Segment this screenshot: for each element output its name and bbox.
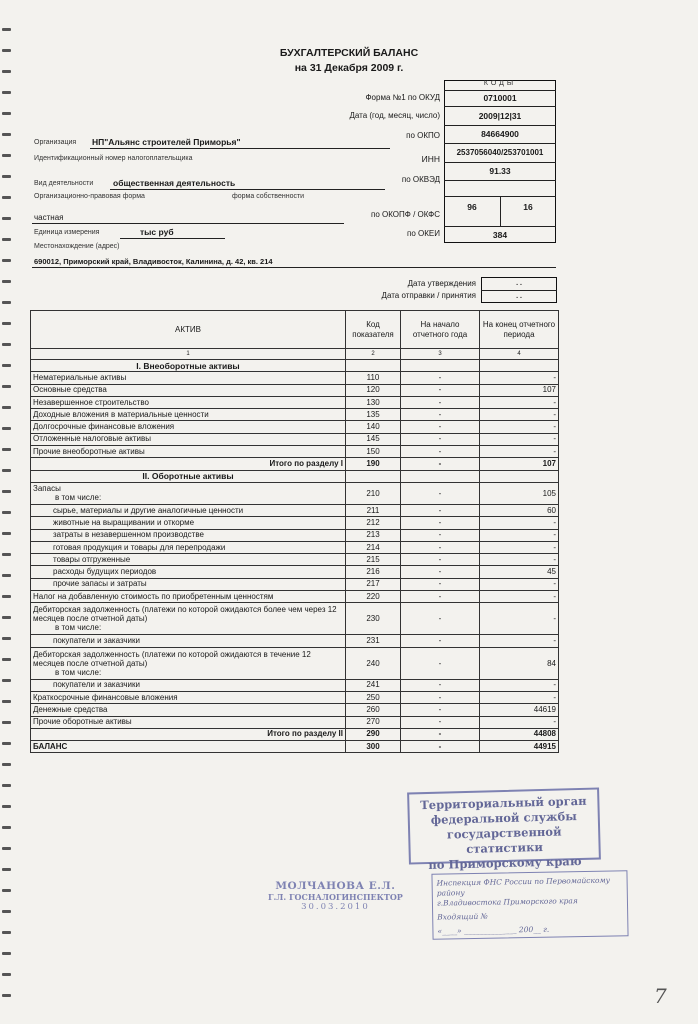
row-label-text: Краткосрочные финансовые вложения: [33, 692, 178, 702]
binding-hole: [2, 658, 11, 661]
inspector-name: МОЛЧАНОВА Е.Л.: [275, 880, 396, 892]
binding-hole: [2, 994, 11, 997]
row-end-value: 44808: [480, 728, 559, 740]
approve-date-label: Дата утверждения: [407, 279, 476, 288]
table-row: [31, 482, 559, 504]
row-label-text: Основные средства: [33, 385, 107, 395]
table-row: [31, 504, 559, 516]
okpo-value: 84664900: [481, 129, 519, 139]
binding-hole: [2, 364, 11, 367]
row-start-value: -: [401, 372, 480, 384]
row-label: [31, 409, 346, 421]
row-label: [31, 566, 346, 578]
row-label-text: готовая продукция и товары для перепродажи: [53, 542, 226, 552]
row-label-text: Доходные вложения в материальные ценности: [33, 409, 209, 419]
row-code: 231: [346, 635, 401, 647]
binding-hole: [2, 91, 11, 94]
row-start-value: -: [401, 541, 480, 553]
row-start-value: -: [401, 578, 480, 590]
row-label-text: I. Внеоборотные активы: [136, 360, 240, 371]
row-label: [31, 591, 346, 603]
row-label: [31, 716, 346, 728]
row-end-value: -: [480, 372, 559, 384]
row-code: 140: [346, 421, 401, 433]
row-end-value: -: [480, 554, 559, 566]
binding-hole: [2, 259, 11, 262]
row-label: [31, 704, 346, 716]
row-start-value: -: [401, 716, 480, 728]
table-row: [31, 421, 559, 433]
rosstat-stamp-line: Территориальный орган: [420, 793, 587, 813]
okopf-value: 96: [467, 202, 477, 212]
row-label: [31, 554, 346, 566]
inn-code-label: ИНН: [421, 154, 440, 164]
row-label-text: Прочие внеоборотные активы: [33, 446, 145, 456]
document-date: на 31 Декабря 2009 г.: [294, 62, 404, 74]
row-code: 130: [346, 396, 401, 408]
inspection-stamp-line: Входящий №: [437, 911, 488, 922]
binding-hole: [2, 931, 11, 934]
binding-hole: [2, 637, 11, 640]
row-end-value: 45: [480, 566, 559, 578]
row-start-value: -: [401, 691, 480, 703]
binding-hole: [2, 427, 11, 430]
header-asset: АКТИВ: [31, 311, 346, 349]
binding-hole: [2, 847, 11, 850]
organization-value: НП"Альянс строителей Приморья": [92, 137, 241, 147]
row-code: 250: [346, 691, 401, 703]
report-date-label: Дата (год, месяц, число): [349, 111, 440, 120]
binding-hole: [2, 973, 11, 976]
okud-label: Форма №1 по ОКУД: [365, 93, 440, 102]
row-start-value: -: [401, 554, 480, 566]
activity-label: Вид деятельности: [34, 180, 94, 187]
row-end-value: -: [480, 433, 559, 445]
row-label: [31, 421, 346, 433]
row-label: [31, 691, 346, 703]
binding-hole: [2, 133, 11, 136]
row-code: 290: [346, 728, 401, 740]
row-label: [31, 529, 346, 541]
table-row: [31, 517, 559, 529]
binding-hole: [2, 826, 11, 829]
binding-hole: [2, 889, 11, 892]
header-end: На конец отчетного периода: [480, 311, 559, 349]
row-label-text: Нематериальные активы: [33, 372, 127, 382]
binding-hole: [2, 28, 11, 31]
row-start-value: -: [401, 529, 480, 541]
binding-hole: [2, 910, 11, 913]
binding-hole: [2, 112, 11, 115]
binding-hole: [2, 574, 11, 577]
table-row: [31, 360, 559, 372]
row-label: [31, 504, 346, 516]
row-end-value: -: [480, 541, 559, 553]
row-label: [31, 396, 346, 408]
binding-hole: [2, 742, 11, 745]
row-code: 110: [346, 372, 401, 384]
table-row: [31, 603, 559, 635]
binding-hole: [2, 784, 11, 787]
row-end-value: 107: [480, 384, 559, 396]
row-label-text: Итого по разделу I: [269, 459, 343, 469]
table-row: [31, 679, 559, 691]
activity-value: общественная деятельность: [113, 178, 236, 188]
row-start-value: -: [401, 591, 480, 603]
row-code: 217: [346, 578, 401, 590]
okei-label: по ОКЕИ: [407, 229, 440, 238]
organization-label: Организация: [34, 139, 77, 146]
row-label: [31, 647, 346, 679]
row-code: 210: [346, 482, 401, 504]
binding-hole: [2, 343, 11, 346]
row-start-value: [401, 470, 480, 482]
row-code: 230: [346, 603, 401, 635]
inspection-stamp-line: «____» ______________ 200__ г.: [437, 924, 550, 936]
row-label-text: Долгосрочные финансовые вложения: [33, 422, 175, 432]
row-code: [346, 470, 401, 482]
table-row: [31, 384, 559, 396]
row-end-value: -: [480, 635, 559, 647]
row-label: [31, 541, 346, 553]
binding-hole: [2, 805, 11, 808]
row-end-value: -: [480, 446, 559, 458]
row-start-value: -: [401, 482, 480, 504]
inspection-stamp: [431, 870, 628, 939]
okpo-label: по ОКПО: [406, 131, 440, 140]
row-start-value: -: [401, 384, 480, 396]
col-num-1: 1: [31, 349, 346, 360]
row-start-value: -: [401, 433, 480, 445]
row-label: [31, 635, 346, 647]
row-start-value: [401, 360, 480, 372]
table-row: [31, 647, 559, 679]
row-code: 211: [346, 504, 401, 516]
col-num-2: 2: [346, 349, 401, 360]
row-label-text: Незавершенное строительство: [33, 397, 149, 407]
row-start-value: -: [401, 647, 480, 679]
row-label-text: покупатели и заказчики: [53, 680, 140, 690]
row-label-text: Дебиторская задолженность (платежи по которой ожидаются в течение 12 месяцев после отчетной даты): [33, 649, 311, 668]
row-code: 240: [346, 647, 401, 679]
row-label: [31, 578, 346, 590]
address-value: 690012, Приморский край, Владивосток, Калинина, д. 42, кв. 214: [34, 257, 273, 266]
binding-hole: [2, 721, 11, 724]
row-start-value: -: [401, 603, 480, 635]
row-start-value: -: [401, 728, 480, 740]
inspector-position: Г.Л. ГОСНАЛОГИНСПЕКТОР: [268, 892, 403, 902]
header-code: Код показателя: [346, 311, 401, 349]
row-label-text: затраты в незавершенном производстве: [53, 530, 204, 540]
row-code: 214: [346, 541, 401, 553]
okopf-label: по ОКОПФ / ОКФС: [371, 210, 440, 219]
unit-value: тыс руб: [140, 227, 174, 237]
binding-hole: [2, 280, 11, 283]
row-start-value: -: [401, 635, 480, 647]
table-row: [31, 470, 559, 482]
row-label-text: Налог на добавленную стоимость по приобретенным ценностям: [33, 591, 274, 601]
row-label-text: покупатели и заказчики: [53, 635, 140, 645]
table-row: [31, 716, 559, 728]
okved-value: 91.33: [489, 166, 511, 176]
table-row: [31, 741, 559, 753]
row-label: [31, 470, 346, 482]
row-label-text: товары отгруженные: [53, 554, 131, 564]
column-number-row: [31, 349, 559, 360]
row-sublabel: в том числе:: [55, 623, 102, 633]
row-label: [31, 360, 346, 372]
row-start-value: -: [401, 704, 480, 716]
row-end-value: -: [480, 421, 559, 433]
row-label: [31, 384, 346, 396]
binding-hole: [2, 511, 11, 514]
row-start-value: -: [401, 566, 480, 578]
row-end-value: -: [480, 716, 559, 728]
binding-hole: [2, 238, 11, 241]
row-label-text: Итого по разделу II: [267, 729, 343, 739]
binding-hole: [2, 532, 11, 535]
send-date-value: . .: [516, 293, 522, 300]
row-end-value: -: [480, 591, 559, 603]
binding-hole: [2, 595, 11, 598]
inspection-stamp-line: Инспекция ФНС России по Первомайскому району: [436, 875, 611, 898]
row-code: 120: [346, 384, 401, 396]
row-end-value: -: [480, 691, 559, 703]
row-code: 135: [346, 409, 401, 421]
binding-hole: [2, 175, 11, 178]
row-start-value: -: [401, 679, 480, 691]
row-label-text: БАЛАНС: [33, 741, 68, 751]
balance-table: [30, 310, 559, 753]
row-code: 213: [346, 529, 401, 541]
row-label: [31, 482, 346, 504]
inn-value: 2537056040/253701001: [456, 148, 544, 157]
binding-hole: [2, 448, 11, 451]
binding-hole: [2, 385, 11, 388]
binding-hole: [2, 952, 11, 955]
row-end-value: -: [480, 578, 559, 590]
row-label: [31, 679, 346, 691]
row-label-text: II. Оборотные активы: [142, 471, 234, 482]
row-start-value: -: [401, 396, 480, 408]
row-start-value: -: [401, 517, 480, 529]
row-start-value: -: [401, 446, 480, 458]
inspector-date: 30.03.2010: [301, 902, 370, 912]
binding-hole: [2, 406, 11, 409]
table-row: [31, 566, 559, 578]
send-date-label: Дата отправки / принятия: [381, 291, 476, 300]
rosstat-stamp-line: по Приморскому краю: [428, 853, 582, 872]
binding-holes: [0, 0, 14, 1024]
row-end-value: -: [480, 603, 559, 635]
unit-label: Единица измерения: [34, 229, 100, 236]
row-code: 190: [346, 458, 401, 470]
row-label-text: прочие запасы и затраты: [53, 579, 147, 589]
row-end-value: [480, 470, 559, 482]
row-end-value: 107: [480, 458, 559, 470]
binding-hole: [2, 322, 11, 325]
binding-hole: [2, 553, 11, 556]
col-num-4: 4: [480, 349, 559, 360]
row-code: 260: [346, 704, 401, 716]
binding-hole: [2, 700, 11, 703]
binding-hole: [2, 301, 11, 304]
legal-form-label: Организационно-правовая форма: [34, 193, 145, 200]
table-row: [31, 396, 559, 408]
col-num-3: 3: [401, 349, 480, 360]
binding-hole: [2, 679, 11, 682]
address-label: Местонахождение (адрес): [34, 243, 120, 250]
row-end-value: -: [480, 517, 559, 529]
table-row: [31, 372, 559, 384]
row-code: 145: [346, 433, 401, 445]
row-label-text: животные на выращивании и откорме: [53, 517, 195, 527]
row-code: 300: [346, 741, 401, 753]
row-end-value: [480, 360, 559, 372]
row-start-value: -: [401, 421, 480, 433]
row-end-value: -: [480, 409, 559, 421]
table-row: [31, 541, 559, 553]
table-row: [31, 446, 559, 458]
binding-hole: [2, 490, 11, 493]
rosstat-stamp-line: государственной статистики: [446, 824, 562, 856]
approve-date-value: . .: [516, 280, 522, 287]
okud-value: 0710001: [483, 93, 517, 103]
inspection-stamp-line: г.Владивостока Приморского края: [436, 896, 578, 908]
row-label: [31, 728, 346, 740]
table-header-row: [31, 311, 559, 349]
binding-hole: [2, 217, 11, 220]
row-start-value: -: [401, 741, 480, 753]
row-code: [346, 360, 401, 372]
binding-hole: [2, 763, 11, 766]
document-title: БУХГАЛТЕРСКИЙ БАЛАНС: [279, 47, 419, 59]
row-label: [31, 603, 346, 635]
binding-hole: [2, 196, 11, 199]
codes-title: КОДЫ: [483, 80, 517, 87]
row-code: 270: [346, 716, 401, 728]
row-sublabel: в том числе:: [55, 667, 102, 677]
okved-label: по ОКВЭД: [401, 175, 440, 184]
row-label-text: Денежные средства: [33, 704, 108, 714]
row-code: 241: [346, 679, 401, 691]
table-row: [31, 554, 559, 566]
row-end-value: -: [480, 679, 559, 691]
row-code: 150: [346, 446, 401, 458]
row-start-value: -: [401, 504, 480, 516]
row-sublabel: в том числе:: [55, 493, 102, 503]
inn-label: Идентификационный номер налогоплательщика: [34, 155, 193, 162]
table-row: [31, 409, 559, 421]
row-code: 216: [346, 566, 401, 578]
row-label-text: Дебиторская задолженность (платежи по которой ожидаются более чем через 12 месяцев после отчетной даты): [33, 605, 337, 624]
ownership-value: частная: [34, 213, 64, 222]
row-end-value: 84: [480, 647, 559, 679]
table-row: [31, 433, 559, 445]
row-start-value: -: [401, 458, 480, 470]
row-end-value: -: [480, 396, 559, 408]
table-row: [31, 578, 559, 590]
row-end-value: -: [480, 529, 559, 541]
table-row: [31, 691, 559, 703]
rosstat-stamp: [407, 787, 601, 872]
row-label: [31, 433, 346, 445]
table-row: [31, 591, 559, 603]
report-date-value: 2009|12|31: [478, 110, 522, 121]
row-label: [31, 372, 346, 384]
inspector-stamp: [268, 880, 403, 912]
row-end-value: 105: [480, 482, 559, 504]
header-start: На начало отчетного года: [401, 311, 480, 349]
row-label-text: Запасы: [33, 484, 61, 494]
binding-hole: [2, 616, 11, 619]
row-label: [31, 458, 346, 470]
row-label-text: расходы будущих периодов: [53, 567, 157, 577]
row-end-value: 44915: [480, 741, 559, 753]
table-row: [31, 529, 559, 541]
row-label: [31, 517, 346, 529]
row-label-text: Прочие оборотные активы: [33, 717, 132, 727]
ownership-label: форма собственности: [232, 193, 305, 200]
row-start-value: -: [401, 409, 480, 421]
row-label: [31, 741, 346, 753]
row-label: [31, 446, 346, 458]
row-code: 215: [346, 554, 401, 566]
row-code: 220: [346, 591, 401, 603]
binding-hole: [2, 154, 11, 157]
okfs-value: 16: [523, 202, 533, 212]
table-row: [31, 635, 559, 647]
table-row: [31, 704, 559, 716]
rosstat-stamp-line: федеральной службы: [430, 809, 577, 827]
row-end-value: 60: [480, 504, 559, 516]
okei-value: 384: [492, 229, 508, 240]
table-row: [31, 458, 559, 470]
binding-hole: [2, 868, 11, 871]
page-number: 7: [654, 984, 667, 1008]
binding-hole: [2, 469, 11, 472]
row-label-text: Отложенные налоговые активы: [33, 434, 151, 444]
row-end-value: 44619: [480, 704, 559, 716]
table-row: [31, 728, 559, 740]
row-label-text: сырье, материалы и другие аналогичные ценности: [53, 505, 244, 515]
row-code: 212: [346, 517, 401, 529]
